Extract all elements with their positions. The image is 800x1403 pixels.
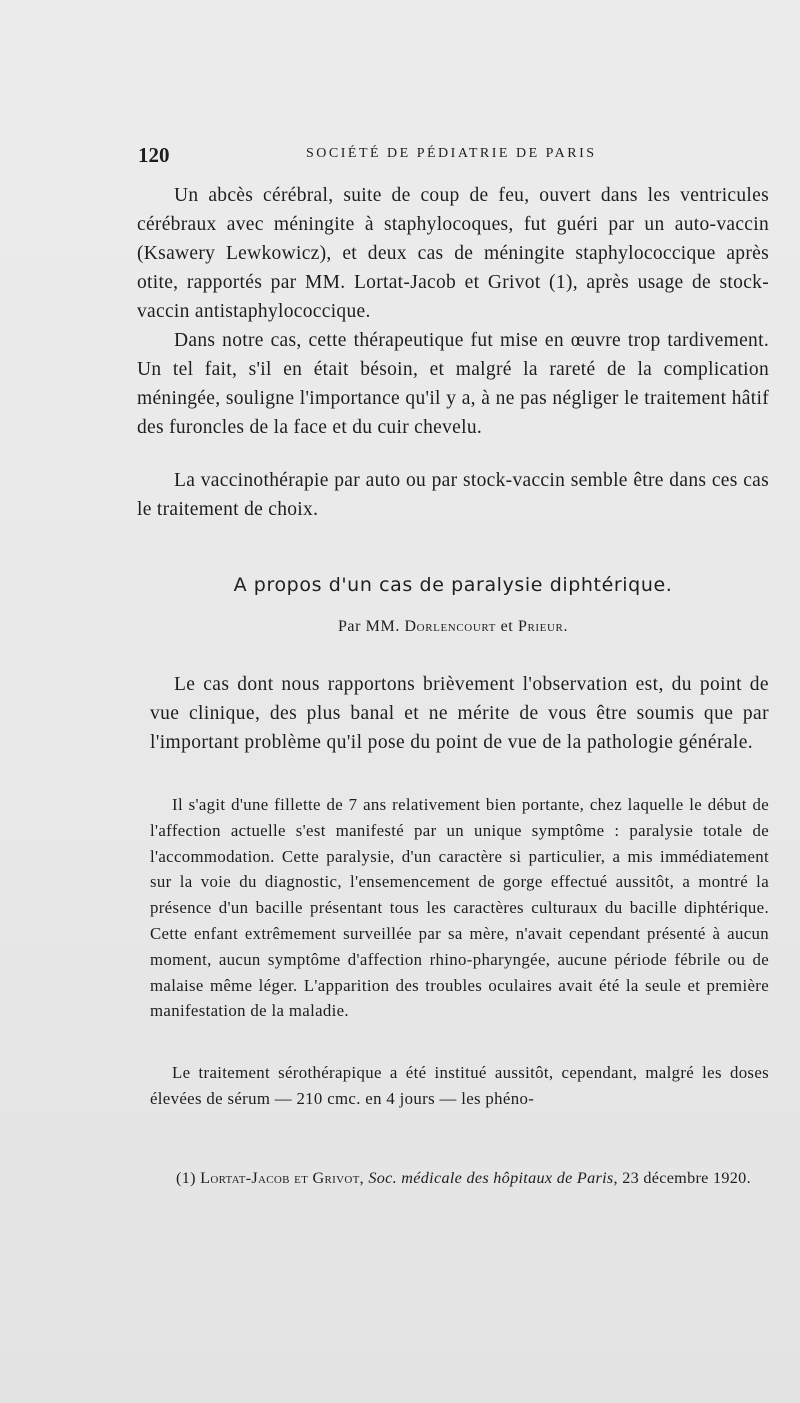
- case-paragraph-1: Il s'agit d'une fillette de 7 ans relativement bien portante, chez laquelle le début de l'affection actuelle s'est manifesté par un unique symptôme : paralysie totale de l'accommodation. Cette paralysie, d'un caractère si particulier, a mis immédiatement sur la voie du diagnostic, l'ensemencement de gorge effectué aussitôt, a montré la présence d'un bacille présentant tous les caractères culturaux du bacille diphtérique. Cette enfant extrêmement surveillée par sa mère, n'avait cependant présenté à aucun moment, aucun symptôme d'affection rhino-pharyngée, aucune période fébrile ou de malaise même léger. L'apparition des troubles oculaires avait été la seule et première manifestation de la maladie.: [150, 795, 769, 1021]
- author-dorlencourt: Dorlencourt: [404, 618, 496, 635]
- footnote-marker: (1): [176, 1169, 196, 1187]
- article-intro: Le cas dont nous rapportons brièvement l'observation est, du point de vue clinique, des plus banal et ne mérite de vous être soumis que par l'important problème qu'il pose du point de vue de la pathologie générale.: [150, 674, 769, 753]
- body-paragraph-3: La vaccinothérapie par auto ou par stock-vaccin semble être dans ces cas le traitement de choix.: [137, 470, 769, 520]
- running-header: [138, 143, 768, 167]
- running-title: SOCIÉTÉ DE PÉDIATRIE DE PARIS: [306, 146, 597, 161]
- byline-conjunction: et: [500, 618, 514, 635]
- author-prieur: Prieur.: [517, 618, 569, 635]
- body-paragraph-1: Un abcès cérébral, suite de coup de feu, ouvert dans les ventricules cérébraux avec méningite à staphylocoques, fut guéri par un auto-vaccin (Ksawery Lewkowicz), et deux cas de méningite staphylococcique après otite, rapportés par MM. Lortat-Jacob et Grivot (1), après usage de stock-vaccin antistaphylococcique.: [137, 185, 769, 322]
- page-number: 120: [138, 143, 170, 167]
- footnote-journal: Soc. médicale des hôpitaux de Paris,: [368, 1169, 618, 1187]
- article-byline: [137, 618, 769, 636]
- byline-prefix: Par MM.: [337, 618, 400, 635]
- body-paragraph-2: Dans notre cas, cette thérapeutique fut mise en œuvre trop tardivement. Un tel fait, s'il en était bésoin, et malgré la rareté de la complication méningée, souligne l'importance qu'il y a, à ne pas négliger le traitement hâtif des furoncles de la face et du cuir chevelu.: [137, 330, 769, 438]
- case-paragraph-2: Le traitement sérothérapique a été institué aussitôt, cependant, malgré les doses élevées de sérum — 210 cmc. en 4 jours — les phéno-: [150, 1063, 769, 1108]
- footnote-date: 23 décembre 1920.: [622, 1169, 751, 1187]
- article-title: A propos d'un cas de paralysie diphtérique.: [233, 574, 673, 596]
- footnote-authors: Lortat-Jacob et Grivot,: [200, 1169, 364, 1187]
- footnote: [150, 1166, 769, 1190]
